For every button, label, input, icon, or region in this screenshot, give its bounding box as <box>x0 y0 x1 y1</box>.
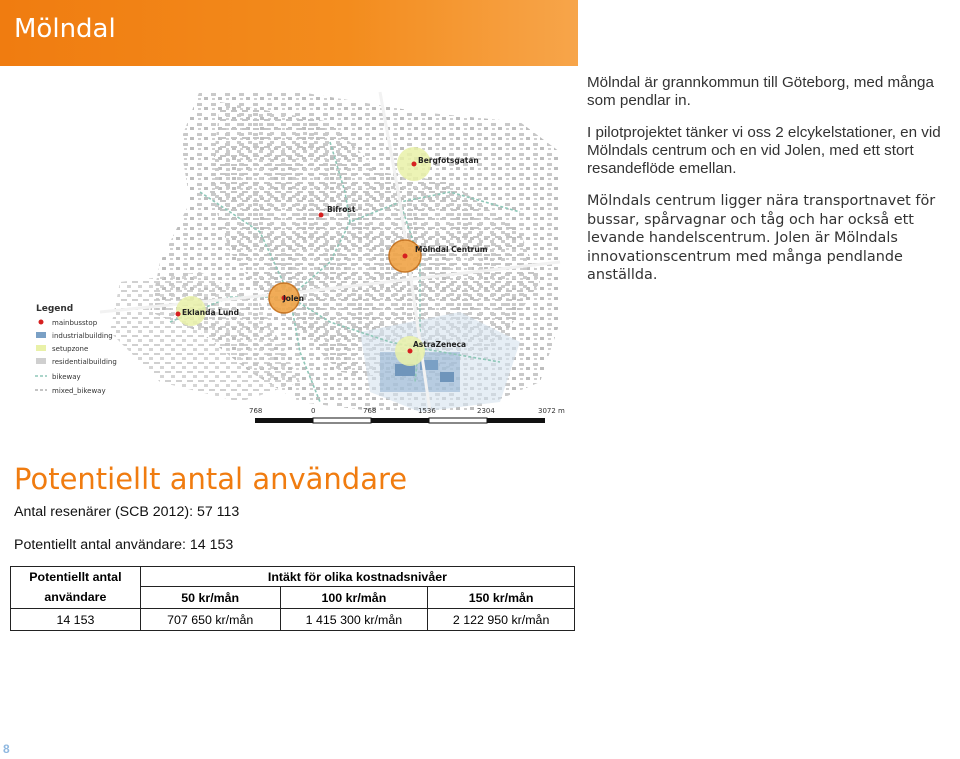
svg-text:3072 m: 3072 m <box>538 407 565 415</box>
table-subheader-row <box>11 587 575 609</box>
paragraph-centrum: Mölndals centrum ligger nära transportnavet för bussar, spårvagnar och tåg och har också ett levande handelscentrum. Jolen är Mölndals innovationscentrum med många pendlande anställda. <box>587 193 936 284</box>
map-figure <box>0 82 578 442</box>
paragraph-intro: Mölndal är grannkommun till Göteborg, med många som pendlar in. <box>587 74 934 109</box>
label-molndal-centrum: Mölndal Centrum <box>415 245 488 254</box>
svg-text:residentialbuilding: residentialbuilding <box>52 358 117 366</box>
side-description <box>587 74 959 299</box>
slide-title: Mölndal <box>14 14 116 44</box>
section-title: Potentiellt antal användare <box>14 462 408 496</box>
table-row <box>11 609 575 631</box>
revenue-table <box>10 566 575 631</box>
header-cap <box>578 0 960 66</box>
svg-text:setupzone: setupzone <box>52 345 89 353</box>
svg-text:2304: 2304 <box>477 407 495 415</box>
svg-text:industrialbuilding: industrialbuilding <box>52 332 113 340</box>
label-astrazeneca: AstraZeneca <box>413 340 467 349</box>
label-jolen: Jolen <box>283 294 304 303</box>
cell-revenue-150: 2 122 950 kr/mån <box>428 609 575 631</box>
cell-revenue-50: 707 650 kr/mån <box>140 609 280 631</box>
travellers-count: Antal resenärer (SCB 2012): 57 113 <box>14 504 240 520</box>
svg-text:mainbusstop: mainbusstop <box>52 319 98 327</box>
header-150: 150 kr/mån <box>428 587 575 609</box>
svg-text:mixed_bikeway: mixed_bikeway <box>52 387 106 395</box>
header-potential-users-a: Potentiellt antal <box>11 567 141 587</box>
header-50: 50 kr/mån <box>140 587 280 609</box>
legend-title: Legend <box>36 304 74 314</box>
potential-users-count: Potentiellt antal användare: 14 153 <box>14 537 234 553</box>
paragraph-pilot: I pilotprojektet tänker vi oss 2 elcykelstationer, en vid Mölndals centrum och en vid Jolen, med ett stort resandeflöde emellan. <box>587 124 941 177</box>
table-header-row <box>11 567 575 587</box>
svg-text:1536: 1536 <box>418 407 436 415</box>
page-number: 8 <box>3 742 10 756</box>
label-bifrost: Bifrost <box>327 205 356 214</box>
header-100: 100 kr/mån <box>280 587 428 609</box>
svg-text:0: 0 <box>311 407 316 415</box>
header-potential-users-b: användare <box>11 587 141 609</box>
cell-users: 14 153 <box>11 609 141 631</box>
slide-header <box>0 0 578 66</box>
svg-text:768: 768 <box>363 407 377 415</box>
cell-revenue-100: 1 415 300 kr/mån <box>280 609 428 631</box>
label-eklanda-lund: Eklanda Lund <box>182 308 239 317</box>
label-bergfotsgatan: Bergfotsgatan <box>418 156 479 165</box>
svg-text:bikeway: bikeway <box>52 373 81 381</box>
svg-text:768: 768 <box>249 407 263 415</box>
header-revenue-group: Intäkt för olika kostnadsnivåer <box>140 567 574 587</box>
